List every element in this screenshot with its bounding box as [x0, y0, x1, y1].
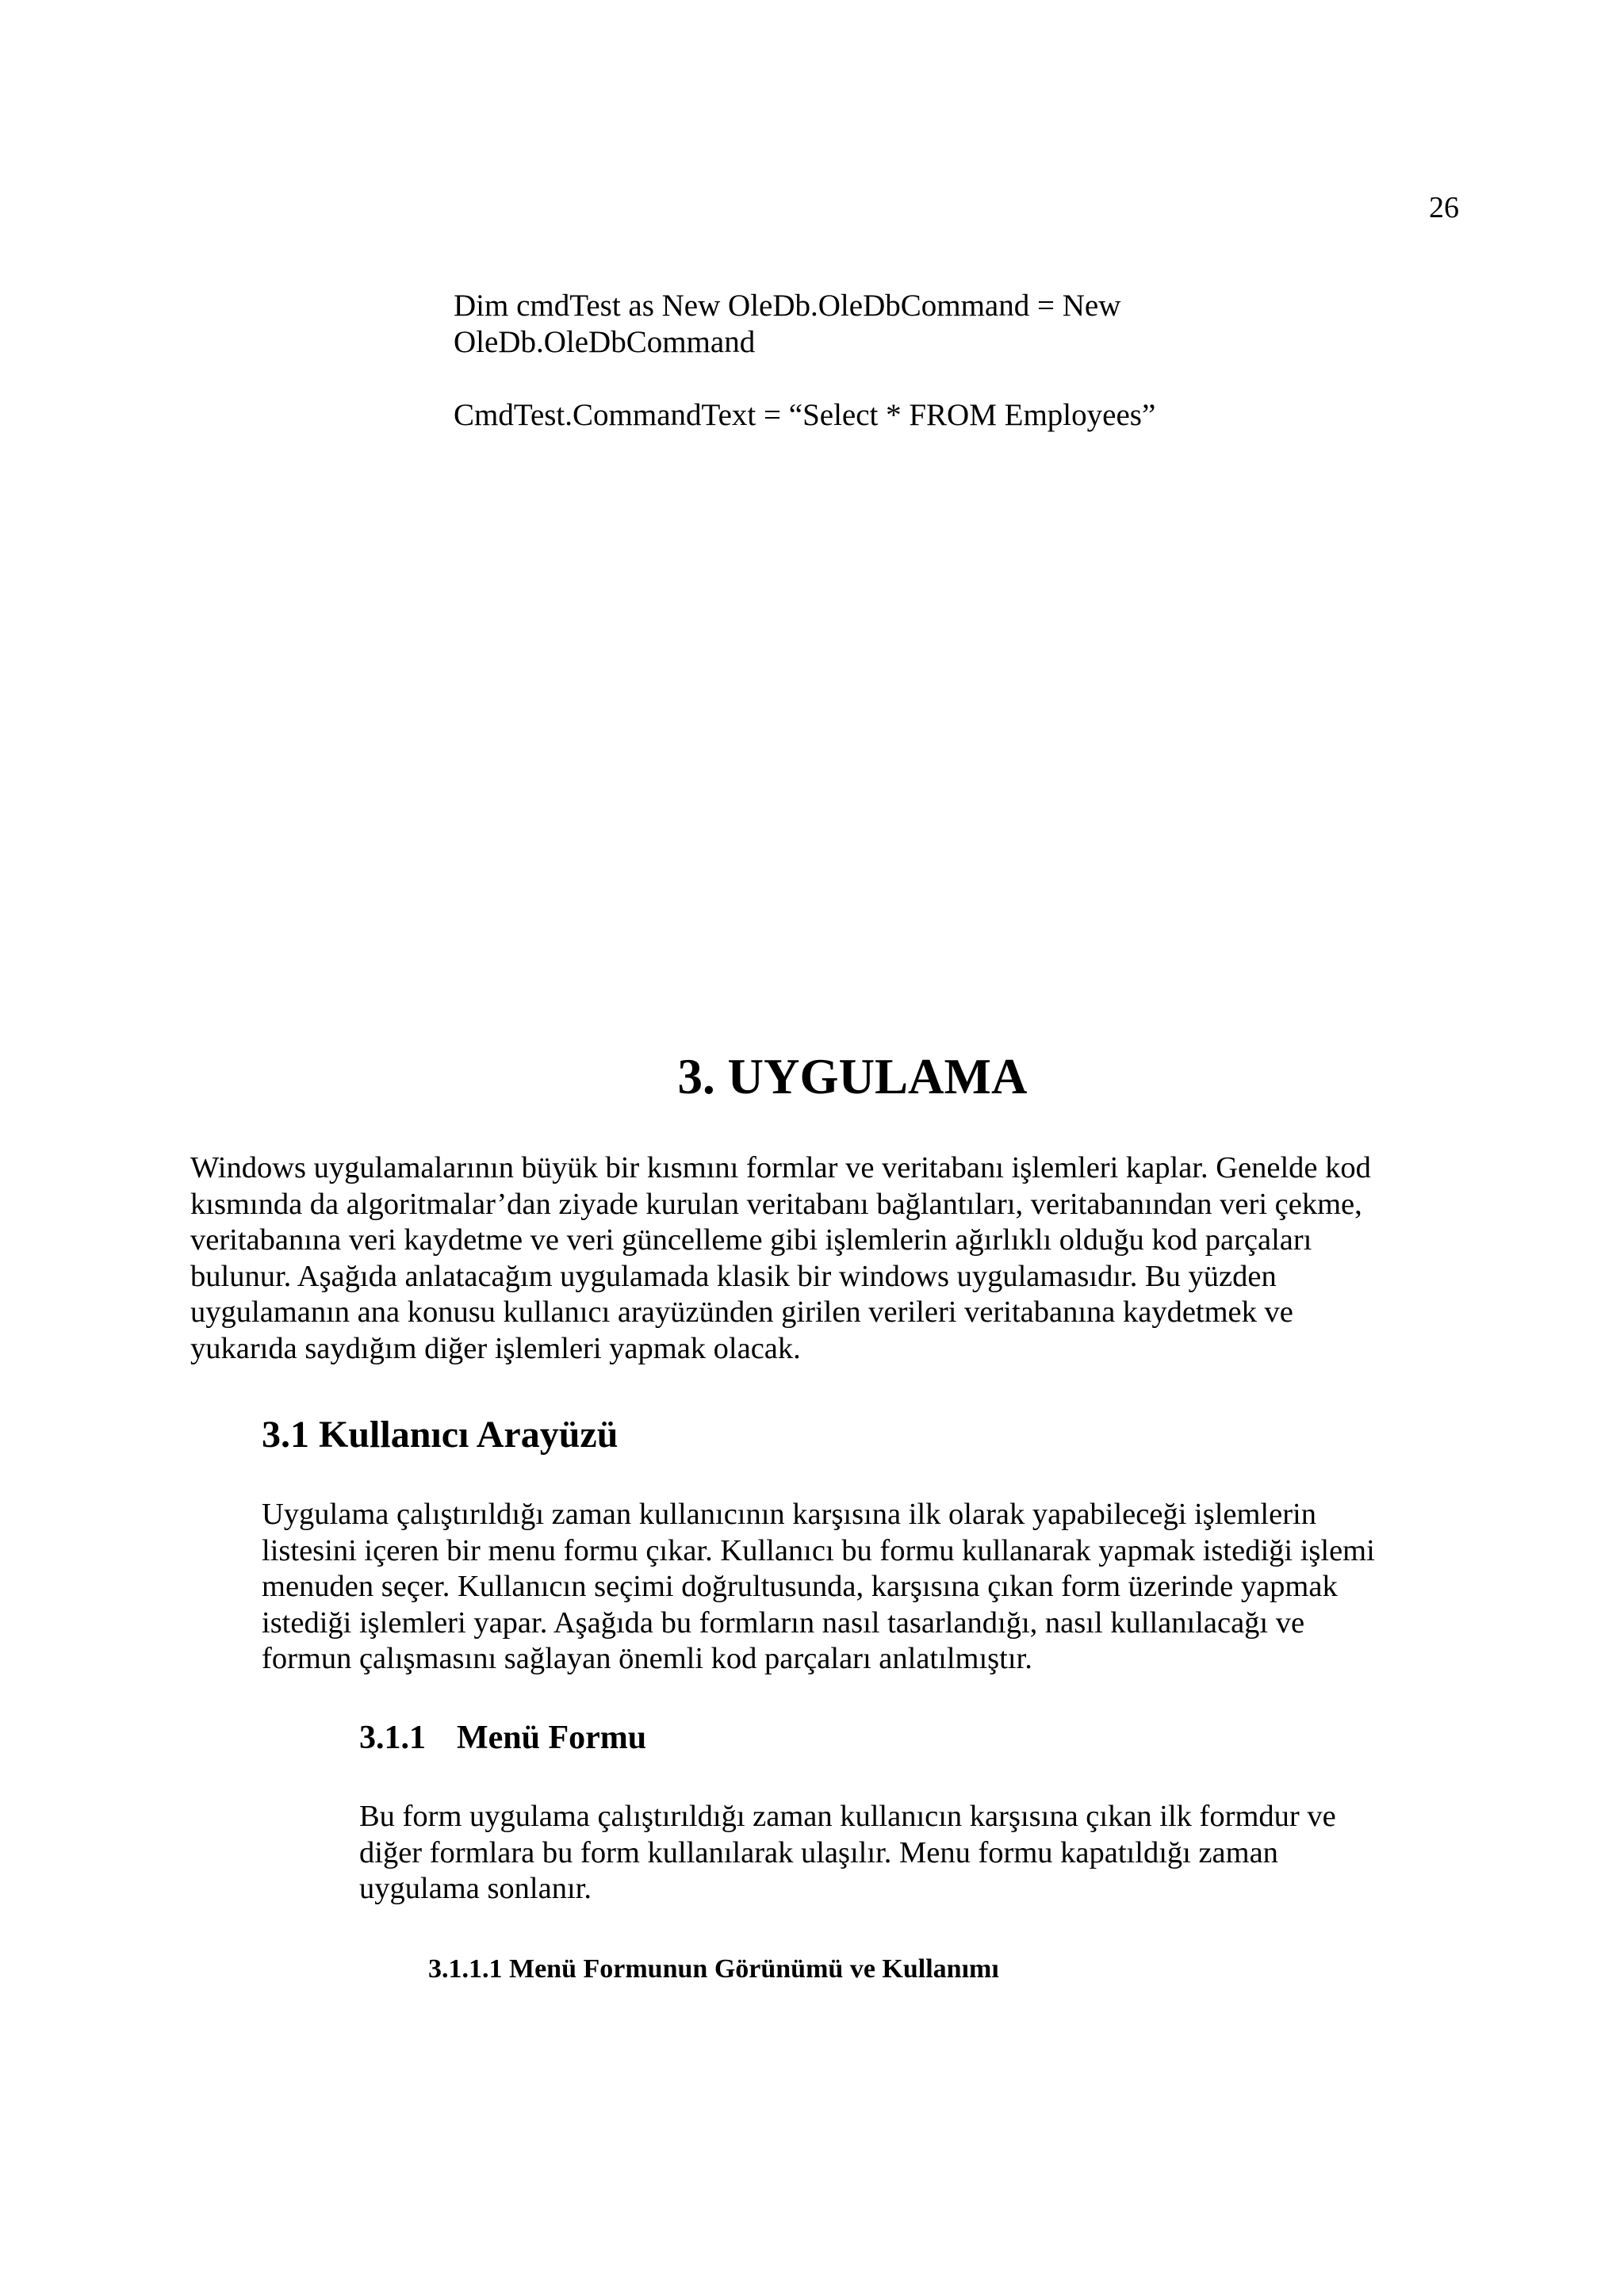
paragraph-line: menuden seçer. Kullanıcın seçimi doğrultusunda, karşısına çıkan form üzerinde yapmak	[262, 1570, 1338, 1604]
code-line: Dim cmdTest as New OleDb.OleDbCommand = New	[454, 289, 1121, 323]
paragraph-line: diğer formlara bu form kullanılarak ulaşılır. Menu formu kapatıldığı zaman	[359, 1835, 1278, 1869]
section-heading-3-1: 3.1 Kullanıcı Arayüzü	[262, 1414, 619, 1456]
paragraph-line: istediği işlemleri yapar. Aşağıda bu formların nasıl tasarlandığı, nasıl kullanılacağı ve	[262, 1605, 1305, 1640]
paragraph-line: formun çalışmasını sağlayan önemli kod parçaları anlatılmıştır.	[262, 1642, 1032, 1676]
section-heading-3-1-1	[359, 1716, 646, 1759]
section-heading-3-1-1-1: 3.1.1.1 Menü Formunun Görünümü ve Kullanımı	[428, 1954, 999, 1984]
section-number: 3.1.1	[359, 1720, 426, 1756]
chapter-intro-paragraph	[190, 1150, 1459, 1368]
code-line: CmdTest.CommandText = “Select * FROM Employees”	[454, 398, 1156, 432]
section-3-1-paragraph	[262, 1497, 1467, 1678]
code-spacer	[454, 361, 1326, 397]
paragraph-line: uygulama sonlanır.	[359, 1872, 592, 1906]
section-3-1-1-paragraph	[359, 1799, 1469, 1908]
paragraph-line: Bu form uygulama çalıştırıldığı zaman kullanıcın karşısına çıkan ilk formdur ve	[359, 1800, 1336, 1833]
paragraph-line: kısmında da algoritmalar’dan ziyade kurulan veritabanı bağlantıları, veritabanından veri çekme,	[190, 1187, 1362, 1221]
code-snippet	[454, 288, 1326, 434]
code-line: OleDb.OleDbCommand	[454, 325, 756, 359]
paragraph-line: veritabanına veri kaydetme ve veri güncelleme gibi işlemlerin ağırlıklı olduğu kod parçaları	[190, 1223, 1312, 1257]
section-title: Menü Formu	[457, 1720, 647, 1756]
paragraph-line: yukarıda saydığım diğer işlemleri yapmak olacak.	[190, 1331, 801, 1365]
paragraph-line: uygulamanın ana konusu kullanıcı arayüzünden girilen verileri veritabanına kaydetmek ve	[190, 1295, 1293, 1330]
paragraph-line: Uygulama çalıştırıldığı zaman kullanıcının karşısına ilk olarak yapabileceği işlemlerin	[262, 1498, 1316, 1531]
paragraph-line: bulunur. Aşağıda anlatacağım uygulamada klasik bir windows uygulamasıdır. Bu yüzden	[190, 1259, 1277, 1293]
paragraph-line: listesini içeren bir menu formu çıkar. Kullanıcı bu formu kullanarak yapmak istediği işlemi	[262, 1533, 1375, 1567]
chapter-title: 3. UYGULAMA	[677, 1049, 1028, 1104]
page-number: 26	[1429, 191, 1459, 224]
paragraph-line: Windows uygulamalarının büyük bir kısmını formlar ve veritabanı işlemleri kaplar. Genelde kod	[190, 1151, 1371, 1184]
